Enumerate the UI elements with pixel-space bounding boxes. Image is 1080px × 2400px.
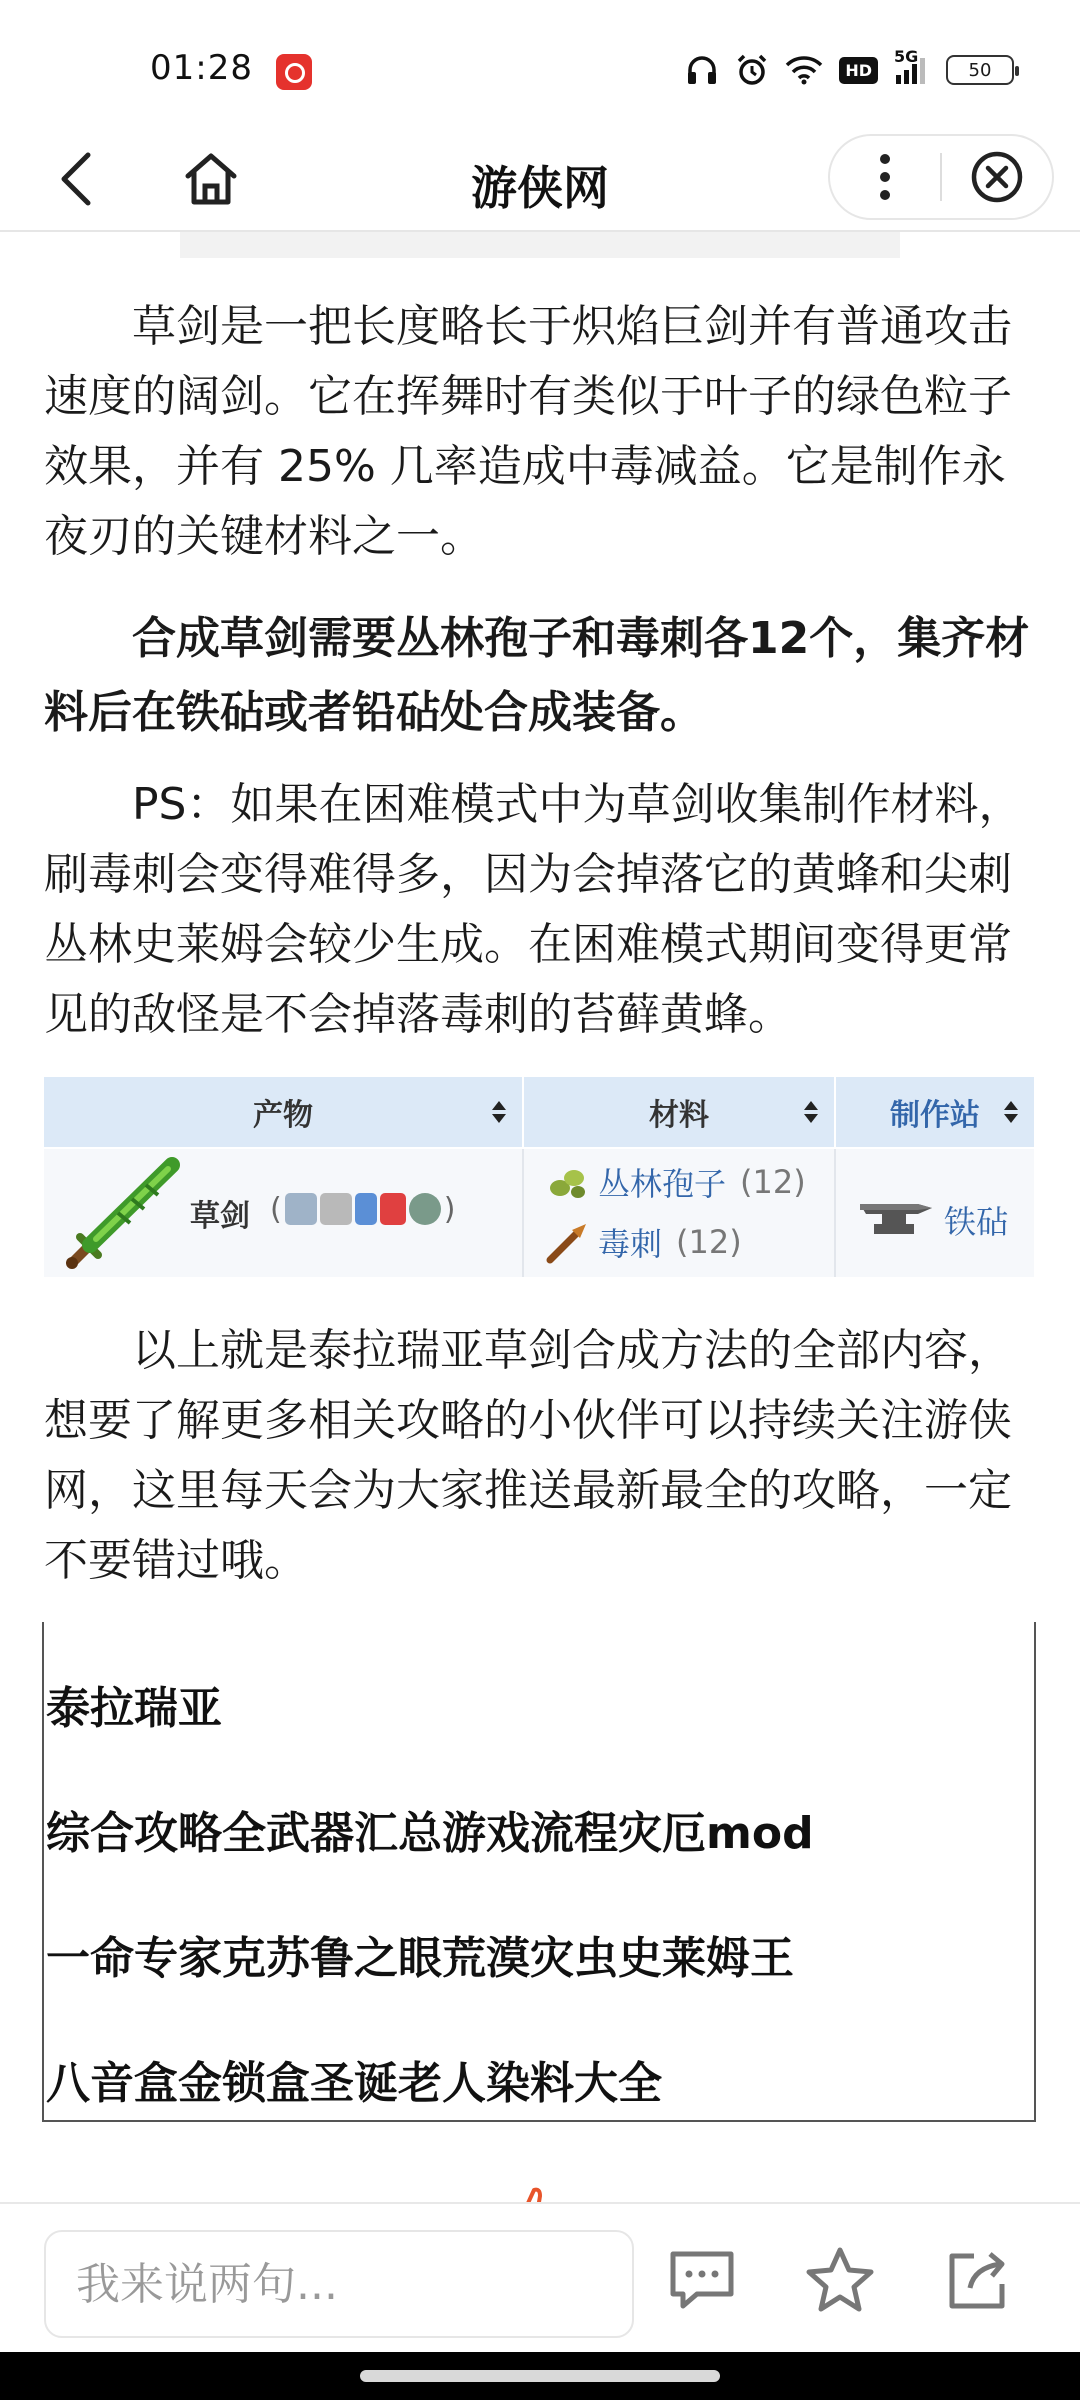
recipe-table xyxy=(44,1077,1034,1277)
station-link-iron-anvil[interactable]: 铁砧 xyxy=(944,1203,1009,1241)
back-button[interactable] xyxy=(46,146,106,212)
gesture-nav-area xyxy=(0,2352,1080,2400)
comment-icon xyxy=(667,2248,737,2312)
stinger-icon xyxy=(546,1220,590,1264)
bottom-bar xyxy=(0,2202,1080,2352)
image-bottom-edge xyxy=(180,232,900,258)
article-paragraph: 草剑是一把长度略长于炽焰巨剑并有普通攻击速度的阔剑。它在挥舞时有类似于叶子的绿色粒子效果，并有 25% 几率造成中毒减益。它是制作永夜刃的关键材料之一。 xyxy=(44,301,1012,562)
nav-bar xyxy=(0,130,1080,232)
more-vertical-icon xyxy=(879,153,891,201)
column-header-station[interactable]: 制作站 xyxy=(836,1077,1034,1147)
close-button[interactable] xyxy=(942,135,1052,219)
blade-of-grass-icon xyxy=(60,1157,184,1275)
table-row xyxy=(44,1149,1034,1277)
home-button[interactable] xyxy=(178,146,244,212)
related-link-row[interactable]: 综合攻略全武器汇总游戏流程灾厄mod xyxy=(46,1808,814,1859)
mini-program-capsule xyxy=(828,134,1054,220)
sort-icon xyxy=(1004,1101,1018,1123)
table-header xyxy=(44,1077,1034,1147)
crafting-station xyxy=(856,1197,1008,1243)
status-time: 01:28 xyxy=(150,48,253,88)
console-platform-icon xyxy=(320,1193,352,1225)
desktop-platform-icon xyxy=(285,1193,317,1225)
battery-level: 50 xyxy=(968,59,992,81)
network-type: 5G xyxy=(894,47,919,66)
related-links-box xyxy=(42,1622,1036,2122)
column-header-product[interactable]: 产物 xyxy=(44,1077,522,1147)
sort-icon xyxy=(804,1101,818,1123)
share-icon xyxy=(944,2248,1012,2312)
material-link-stinger[interactable]: 毒刺 xyxy=(598,1225,663,1263)
tmodloader-platform-icon xyxy=(409,1193,441,1225)
battery-icon xyxy=(946,55,1014,85)
back-arrow-icon xyxy=(58,151,94,207)
signal-icon xyxy=(894,47,930,87)
alarm-icon xyxy=(735,53,769,87)
switch-platform-icon xyxy=(380,1193,406,1225)
article-paragraph: 以上就是泰拉瑞亚草剑合成方法的全部内容，想要了解更多相关攻略的小伙伴可以持续关注游侠网，这里每天会为大家推送最新最全的攻略，一定不要错过哦。 xyxy=(44,1325,1012,1586)
material-count: (12) xyxy=(740,1163,806,1201)
comment-button[interactable] xyxy=(662,2240,742,2320)
article-paragraph: PS：如果在困难模式中为草剑收集制作材料，刷毒刺会变得难得多，因为会掉落它的黄蜂和尖刺丛林史莱姆会较少生成。在困难模式期间变得更常见的敌怪是不会掉落毒刺的苔藓黄蜂。 xyxy=(44,779,1023,1040)
material-count: (12) xyxy=(676,1223,742,1261)
status-bar xyxy=(0,0,1080,130)
sort-icon xyxy=(492,1101,506,1123)
status-icons xyxy=(685,47,1014,90)
home-icon xyxy=(183,152,239,206)
more-button[interactable] xyxy=(830,135,940,219)
related-link-row[interactable]: 八音盒金锁盒圣诞老人染料大全 xyxy=(46,2058,662,2109)
mobile-platform-icon xyxy=(355,1193,377,1225)
related-link-row[interactable]: 一命专家克苏鲁之眼荒漠灾虫史莱姆王 xyxy=(46,1933,794,1984)
comment-input[interactable] xyxy=(44,2230,634,2338)
jungle-spores-icon xyxy=(546,1160,590,1204)
iron-anvil-icon xyxy=(856,1198,934,1242)
article-content xyxy=(0,232,1080,2202)
material-link-jungle-spores[interactable]: 丛林孢子 xyxy=(598,1165,727,1203)
home-gesture-bar[interactable] xyxy=(360,2370,720,2382)
related-link-title[interactable]: 泰拉瑞亚 xyxy=(46,1683,222,1734)
headphones-icon xyxy=(685,53,719,87)
material-item xyxy=(546,1159,806,1205)
share-button[interactable] xyxy=(938,2240,1018,2320)
close-circle-icon xyxy=(970,150,1024,204)
material-item xyxy=(546,1219,742,1265)
platform-icons: ( ) xyxy=(270,1191,456,1227)
column-header-materials[interactable]: 材料 xyxy=(524,1077,834,1147)
column-divider xyxy=(834,1149,836,1277)
article-paragraph-bold: 合成草剑需要丛林孢子和毒刺各12个，集齐材料后在铁砧或者铅砧处合成装备。 xyxy=(44,613,1030,738)
star-icon xyxy=(805,2246,875,2314)
wifi-icon xyxy=(785,53,823,87)
column-divider xyxy=(522,1149,524,1277)
product-name: 草剑 xyxy=(190,1199,250,1234)
hd-icon: HD xyxy=(839,53,878,87)
favorite-button[interactable] xyxy=(800,2240,880,2320)
netease-music-notification-icon xyxy=(276,54,312,90)
page-title: 游侠网 xyxy=(471,161,609,215)
like-icon[interactable] xyxy=(506,2182,566,2202)
